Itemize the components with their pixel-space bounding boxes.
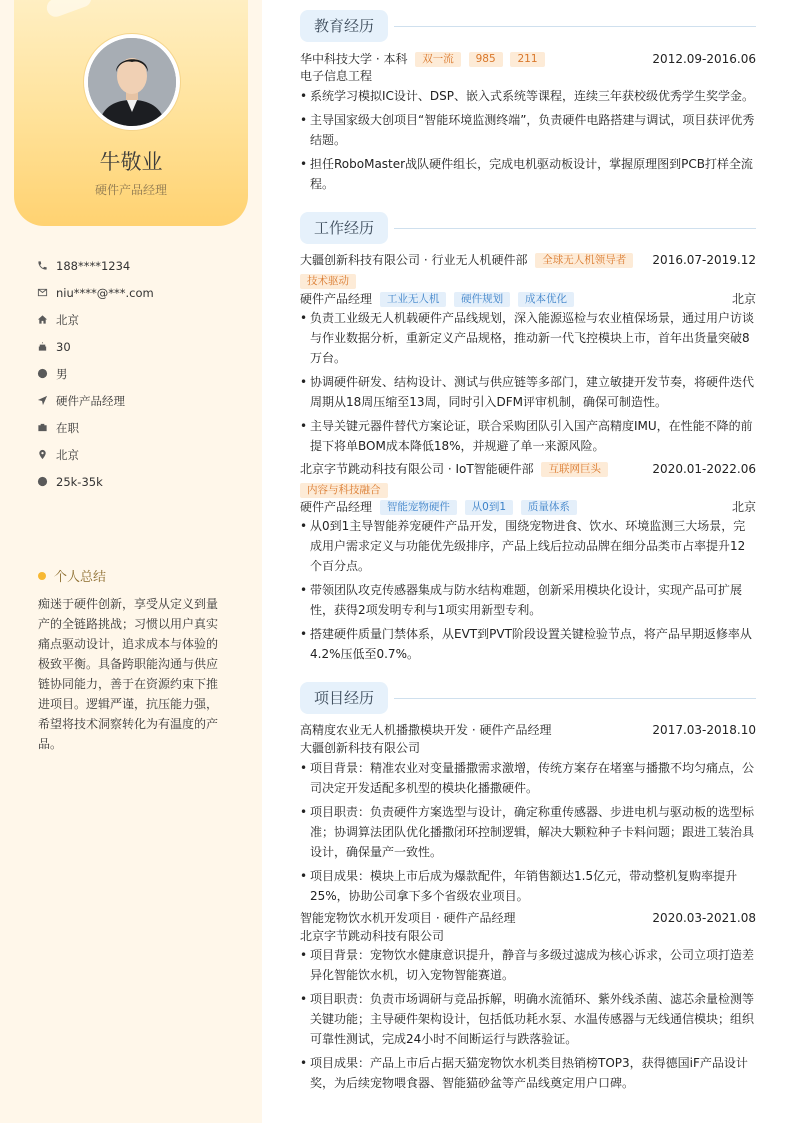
skill-badge: 质量体系 <box>521 500 577 515</box>
briefcase-icon <box>36 422 48 434</box>
job-badge-row <box>300 272 756 290</box>
project-bullet: • 项目职责：负责硬件方案选型与设计，确定称重传感器、步进电机与驱动板的选型标准；协调算法团队优化播撒闭环控制逻辑，解决大颗粒种子卡料问题；跟进工装治具设计，确保量产一致性。 <box>300 802 756 862</box>
project-bullet: • 项目成果：产品上市后占据天猫宠物饮水机类目热销榜TOP3，获得德国iF产品设计奖，为后续宠物喂食器、智能猫砂盆等产品线奠定用户口碑。 <box>300 1053 756 1093</box>
summary-text: 痴迷于硬件创新，享受从定义到量产的全链路挑战；习惯以用户真实痛点驱动设计，追求成本与体验的极致平衡。具备跨职能沟通与供应链协同能力，善于在资源约束下推进项目。逻辑严谨，抗压能力强，希望将技术洞察转化为有温度的产品。 <box>38 597 219 751</box>
company-badge: 全球无人机领导者 <box>535 253 633 268</box>
skill-badge: 从0到1 <box>465 500 513 515</box>
education-date: 2012.09-2016.06 <box>652 52 756 66</box>
project-bullet: • 项目背景：宠物饮水健康意识提升，静音与多级过滤成为核心诉求，公司立项打造差异化智能饮水机，切入宠物智能赛道。 <box>300 945 756 985</box>
info-text: 在职 <box>56 420 79 435</box>
project-bullet: • 项目成果：模块上市后成为爆款配件，年销售额达1.5亿元，带动整机复购率提升25%，协助公司拿下多个省级农业项目。 <box>300 866 756 906</box>
job-bullet: • 搭建硬件质量门禁体系，从EVT到PVT阶段设置关键检验节点，将产品早期返修率从4.2%压低至0.7%。 <box>300 624 756 664</box>
company-name: 北京字节跳动科技有限公司 · IoT智能硬件部 <box>300 462 534 476</box>
job-header-row <box>300 460 756 478</box>
job-header-row <box>300 251 756 269</box>
education-major: 电子信息工程 <box>300 69 373 83</box>
education-bullet: • 系统学习模拟IC设计、DSP、嵌入式系统等课程，连续三年获校级优秀学生奖学金。 <box>300 86 756 106</box>
avatar-photo <box>88 38 176 126</box>
project-date: 2017.03-2018.10 <box>652 723 756 737</box>
info-text: niu****@***.com <box>56 285 154 300</box>
section-divider <box>394 698 756 699</box>
company-badge: 内容与科技融合 <box>300 483 388 498</box>
home-icon <box>36 314 48 326</box>
location-icon <box>36 449 48 461</box>
profile-title: 硬件产品经理 <box>94 183 167 197</box>
send-icon <box>36 395 48 407</box>
info-text: 男 <box>56 366 68 381</box>
contact-info <box>36 252 246 495</box>
job-date: 2020.01-2022.06 <box>652 462 756 476</box>
job-bullet: • 带领团队攻克传感器集成与防水结构难题，创新采用模块化设计，实现产品可扩展性，获得2项发明专利与1项实用新型专利。 <box>300 580 756 620</box>
section-title: 教育经历 <box>300 10 388 42</box>
section-title: 工作经历 <box>300 212 388 244</box>
education-bullet: • 担任RoboMaster战队硬件组长，完成电机驱动板设计，掌握原理图到PCB打样全流程。 <box>300 154 756 194</box>
money-icon <box>36 476 48 488</box>
info-text: 硬件产品经理 <box>56 393 125 408</box>
company-badge: 互联网巨头 <box>541 462 608 477</box>
info-home <box>36 306 246 333</box>
skill-badge: 智能宠物硬件 <box>380 500 457 515</box>
info-text: 北京 <box>56 312 79 327</box>
sidebar <box>0 0 262 1123</box>
project-header-row <box>300 909 756 927</box>
phone-icon <box>36 260 48 272</box>
work-section-header <box>300 212 756 244</box>
info-age <box>36 333 246 360</box>
info-position <box>36 387 246 414</box>
profile-name: 牛敬业 <box>99 150 163 174</box>
info-email <box>36 279 246 306</box>
job-bullet: • 协调硬件研发、结构设计、测试与供应链等多部门，建立敏捷开发节奏，将硬件迭代周期从18周压缩至13周，同时引入DFM评审机制，确保可制造性。 <box>300 372 756 412</box>
education-section-header <box>300 10 756 42</box>
decorative-pill <box>44 0 93 19</box>
company-badge: 技术驱动 <box>300 274 356 289</box>
avatar <box>84 34 180 130</box>
project-company: 北京字节跳动科技有限公司 <box>300 929 445 943</box>
section-divider <box>394 26 756 27</box>
cake-icon <box>36 341 48 353</box>
info-text: 北京 <box>56 447 79 462</box>
skill-badge: 成本优化 <box>518 292 574 307</box>
job-role-row <box>300 498 756 516</box>
section-title: 项目经历 <box>300 682 388 714</box>
job-city: 北京 <box>731 292 756 306</box>
job-role: 硬件产品经理 <box>300 500 373 514</box>
project-bullet: • 项目背景：精准农业对变量播撒需求激增，传统方案存在堵塞与播撒不均匀痛点，公司决定开发适配多机型的模块化播撒硬件。 <box>300 758 756 798</box>
info-text: 188****1234 <box>56 258 131 273</box>
job-bullet: • 主导关键元器件替代方案论证，联合采购团队引入国产高精度IMU，在性能不降的前提下将单BOM成本降低18%，并规避了单一来源风险。 <box>300 416 756 456</box>
info-status <box>36 414 246 441</box>
info-salary <box>36 468 246 495</box>
education-header-row <box>300 50 756 68</box>
school-badge: 211 <box>510 52 544 67</box>
school-name: 华中科技大学 · 本科 <box>300 52 408 66</box>
company-name: 大疆创新科技有限公司 · 行业无人机硬件部 <box>300 253 528 267</box>
job-date: 2016.07-2019.12 <box>652 253 756 267</box>
job-role-row <box>300 290 756 308</box>
bullet-dot-icon <box>38 572 46 580</box>
info-text: 30 <box>56 339 71 354</box>
info-location <box>36 441 246 468</box>
job-city: 北京 <box>731 500 756 514</box>
skill-badge: 工业无人机 <box>380 292 447 307</box>
mail-icon <box>36 287 48 299</box>
project-name: 智能宠物饮水机开发项目 · 硬件产品经理 <box>300 911 516 925</box>
gender-icon <box>36 368 48 380</box>
project-company: 大疆创新科技有限公司 <box>300 741 421 755</box>
job-badge-row <box>300 481 756 499</box>
project-bullet: • 项目职责：负责市场调研与竞品拆解，明确水流循环、紫外线杀菌、滤芯余量检测等关键功能；主导硬件架构设计，包括低功耗水泵、水温传感器与无线通信模块；组织可靠性测试，完成24小时不间断运行与跌落验证。 <box>300 989 756 1049</box>
project-date: 2020.03-2021.08 <box>652 911 756 925</box>
section-divider <box>394 228 756 229</box>
project-section-header <box>300 682 756 714</box>
summary-heading <box>38 566 106 585</box>
skill-badge: 硬件规划 <box>454 292 510 307</box>
job-bullet: • 负责工业级无人机载硬件产品线规划，深入能源巡检与农业植保场景，通过用户访谈与作业数据分析，重新定义产品规格，推动新一代飞控模块上市，首年出货量突破8万台。 <box>300 308 756 368</box>
education-bullet: • 主导国家级大创项目“智能环境监测终端”，负责硬件电路搭建与调试，项目获评优秀结题。 <box>300 110 756 150</box>
summary-title: 个人总结 <box>54 570 107 585</box>
info-phone <box>36 252 246 279</box>
job-role: 硬件产品经理 <box>300 292 373 306</box>
school-badge: 双一流 <box>415 52 461 67</box>
school-badge: 985 <box>469 52 503 67</box>
job-bullet: • 从0到1主导智能养宠硬件产品开发，围绕宠物进食、饮水、环境监测三大场景，完成用户需求定义与功能优先级排序，产品上线后拉动品牌在细分品类市占率提升12个百分点。 <box>300 516 756 576</box>
project-name: 高精度农业无人机播撒模块开发 · 硬件产品经理 <box>300 723 552 737</box>
info-text: 25k-35k <box>56 474 103 489</box>
info-gender <box>36 360 246 387</box>
project-header-row <box>300 721 756 739</box>
